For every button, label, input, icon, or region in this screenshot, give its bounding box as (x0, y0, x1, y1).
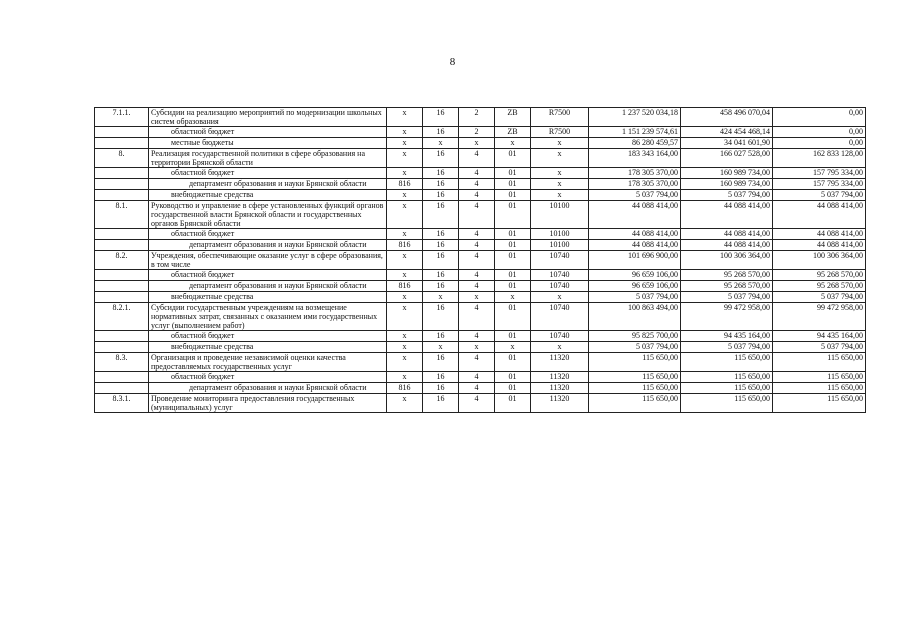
amount-year-3: 100 306 364,00 (773, 251, 866, 270)
code-measure: ZB (495, 127, 531, 138)
code-ministry: х (387, 342, 423, 353)
code-direction: 10740 (531, 303, 589, 331)
code-ministry: х (387, 190, 423, 201)
code-direction: 11320 (531, 353, 589, 372)
amount-year-3: 5 037 794,00 (773, 190, 866, 201)
amount-year-2: 95 268 570,00 (681, 270, 773, 281)
code-ministry: 816 (387, 281, 423, 292)
table-row (95, 251, 866, 270)
amount-year-1: 100 863 494,00 (589, 303, 681, 331)
code-measure: 01 (495, 229, 531, 240)
code-subprogram: 4 (459, 179, 495, 190)
amount-year-2: 44 088 414,00 (681, 240, 773, 251)
code-measure: 01 (495, 179, 531, 190)
row-description: областной бюджет (149, 229, 387, 240)
code-program: 16 (423, 179, 459, 190)
code-subprogram: 4 (459, 383, 495, 394)
amount-year-2: 115 650,00 (681, 372, 773, 383)
row-description: департамент образования и науки Брянской области (149, 383, 387, 394)
code-measure: х (495, 292, 531, 303)
code-subprogram: 4 (459, 303, 495, 331)
code-program: 16 (423, 331, 459, 342)
amount-year-2: 424 454 468,14 (681, 127, 773, 138)
table-row (95, 292, 866, 303)
row-number (95, 127, 149, 138)
code-direction: R7500 (531, 108, 589, 127)
amount-year-3: 162 833 128,00 (773, 149, 866, 168)
amount-year-3: 44 088 414,00 (773, 229, 866, 240)
row-description: департамент образования и науки Брянской области (149, 281, 387, 292)
amount-year-1: 183 343 164,00 (589, 149, 681, 168)
table-row (95, 342, 866, 353)
row-number: 8.2.1. (95, 303, 149, 331)
table-row (95, 179, 866, 190)
row-number: 8.3. (95, 353, 149, 372)
row-description: Субсидии на реализацию мероприятий по модернизации школьных систем образования (149, 108, 387, 127)
code-subprogram: х (459, 342, 495, 353)
row-description: областной бюджет (149, 331, 387, 342)
code-measure: 01 (495, 168, 531, 179)
amount-year-1: 115 650,00 (589, 394, 681, 413)
code-ministry: х (387, 331, 423, 342)
amount-year-2: 160 989 734,00 (681, 168, 773, 179)
code-program: х (423, 292, 459, 303)
code-subprogram: 2 (459, 127, 495, 138)
row-number (95, 292, 149, 303)
code-direction: 11320 (531, 394, 589, 413)
amount-year-2: 115 650,00 (681, 383, 773, 394)
amount-year-3: 115 650,00 (773, 394, 866, 413)
row-description: Руководство и управление в сфере установленных функций органов государственной власти Брянской области и государственных органов Брянской области (149, 201, 387, 229)
code-measure: 01 (495, 201, 531, 229)
code-subprogram: 4 (459, 201, 495, 229)
row-number: 8. (95, 149, 149, 168)
code-ministry: х (387, 138, 423, 149)
amount-year-2: 115 650,00 (681, 353, 773, 372)
row-number: 8.3.1. (95, 394, 149, 413)
table-row (95, 108, 866, 127)
code-subprogram: 4 (459, 372, 495, 383)
code-direction: х (531, 168, 589, 179)
amount-year-1: 115 650,00 (589, 383, 681, 394)
amount-year-3: 95 268 570,00 (773, 281, 866, 292)
row-number (95, 372, 149, 383)
amount-year-3: 0,00 (773, 127, 866, 138)
amount-year-3: 94 435 164,00 (773, 331, 866, 342)
amount-year-3: 5 037 794,00 (773, 292, 866, 303)
code-measure: 01 (495, 240, 531, 251)
table-row (95, 372, 866, 383)
row-description: департамент образования и науки Брянской области (149, 240, 387, 251)
code-subprogram: 2 (459, 108, 495, 127)
table-row (95, 240, 866, 251)
code-ministry: х (387, 251, 423, 270)
row-description: департамент образования и науки Брянской области (149, 179, 387, 190)
amount-year-3: 0,00 (773, 108, 866, 127)
amount-year-3: 157 795 334,00 (773, 179, 866, 190)
code-program: 16 (423, 108, 459, 127)
amount-year-1: 115 650,00 (589, 372, 681, 383)
code-direction: 10100 (531, 240, 589, 251)
code-measure: 01 (495, 383, 531, 394)
code-subprogram: 4 (459, 240, 495, 251)
row-description: областной бюджет (149, 372, 387, 383)
amount-year-3: 115 650,00 (773, 383, 866, 394)
code-subprogram: х (459, 138, 495, 149)
code-program: 16 (423, 303, 459, 331)
code-direction: х (531, 292, 589, 303)
amount-year-3: 44 088 414,00 (773, 240, 866, 251)
code-subprogram: 4 (459, 281, 495, 292)
amount-year-1: 178 305 370,00 (589, 179, 681, 190)
row-description: областной бюджет (149, 168, 387, 179)
row-description: внебюджетные средства (149, 292, 387, 303)
row-number (95, 190, 149, 201)
table-row (95, 281, 866, 292)
row-number: 8.1. (95, 201, 149, 229)
code-subprogram: 4 (459, 251, 495, 270)
code-measure: х (495, 138, 531, 149)
code-direction: 10740 (531, 270, 589, 281)
amount-year-1: 86 280 459,57 (589, 138, 681, 149)
code-program: х (423, 342, 459, 353)
code-measure: 01 (495, 394, 531, 413)
code-direction: 10100 (531, 229, 589, 240)
amount-year-2: 44 088 414,00 (681, 201, 773, 229)
amount-year-2: 94 435 164,00 (681, 331, 773, 342)
row-number (95, 281, 149, 292)
amount-year-1: 96 659 106,00 (589, 281, 681, 292)
code-subprogram: 4 (459, 168, 495, 179)
code-ministry: х (387, 229, 423, 240)
amount-year-3: 95 268 570,00 (773, 270, 866, 281)
table-row (95, 394, 866, 413)
code-program: 16 (423, 168, 459, 179)
code-measure: 01 (495, 372, 531, 383)
code-ministry: х (387, 372, 423, 383)
amount-year-1: 44 088 414,00 (589, 229, 681, 240)
amount-year-1: 95 825 700,00 (589, 331, 681, 342)
code-direction: 10740 (531, 281, 589, 292)
amount-year-2: 5 037 794,00 (681, 190, 773, 201)
code-ministry: х (387, 149, 423, 168)
amount-year-2: 160 989 734,00 (681, 179, 773, 190)
row-description: местные бюджеты (149, 138, 387, 149)
row-number (95, 270, 149, 281)
code-subprogram: х (459, 292, 495, 303)
row-number (95, 179, 149, 190)
code-ministry: 816 (387, 240, 423, 251)
code-ministry: х (387, 108, 423, 127)
amount-year-1: 5 037 794,00 (589, 292, 681, 303)
row-number (95, 240, 149, 251)
code-program: 16 (423, 353, 459, 372)
code-program: 16 (423, 383, 459, 394)
code-ministry: х (387, 303, 423, 331)
code-direction: х (531, 149, 589, 168)
amount-year-2: 100 306 364,00 (681, 251, 773, 270)
amount-year-3: 44 088 414,00 (773, 201, 866, 229)
row-description: Учреждения, обеспечивающие оказание услуг в сфере образования, в том числе (149, 251, 387, 270)
table-row (95, 127, 866, 138)
code-program: 16 (423, 229, 459, 240)
code-program: 16 (423, 394, 459, 413)
code-direction: х (531, 342, 589, 353)
table-row (95, 353, 866, 372)
amount-year-1: 44 088 414,00 (589, 240, 681, 251)
code-direction: R7500 (531, 127, 589, 138)
code-program: 16 (423, 149, 459, 168)
code-subprogram: 4 (459, 270, 495, 281)
code-direction: 10100 (531, 201, 589, 229)
row-description: Реализация государственной политики в сфере образования на территории Брянской области (149, 149, 387, 168)
code-measure: 01 (495, 149, 531, 168)
page-number: 8 (449, 56, 456, 68)
row-description: областной бюджет (149, 270, 387, 281)
amount-year-3: 0,00 (773, 138, 866, 149)
code-ministry: х (387, 353, 423, 372)
amount-year-2: 166 027 528,00 (681, 149, 773, 168)
code-direction: х (531, 179, 589, 190)
row-description: Организация и проведение независимой оценки качества предоставляемых государственных услуг (149, 353, 387, 372)
amount-year-2: 99 472 958,00 (681, 303, 773, 331)
row-description: внебюджетные средства (149, 342, 387, 353)
row-number (95, 138, 149, 149)
code-direction: х (531, 138, 589, 149)
code-subprogram: 4 (459, 394, 495, 413)
row-description: Субсидии государственным учреждениям на возмещение нормативных затрат, связанных с оказанием ими государственных услуг (выполнением работ) (149, 303, 387, 331)
code-program: х (423, 138, 459, 149)
amount-year-3: 5 037 794,00 (773, 342, 866, 353)
budget-table (94, 107, 866, 413)
row-number: 8.2. (95, 251, 149, 270)
code-direction: 10740 (531, 251, 589, 270)
amount-year-2: 5 037 794,00 (681, 292, 773, 303)
row-description: Проведение мониторинга предоставления государственных (муниципальных) услуг (149, 394, 387, 413)
code-subprogram: 4 (459, 190, 495, 201)
table-row (95, 138, 866, 149)
code-program: 16 (423, 190, 459, 201)
code-ministry: х (387, 168, 423, 179)
row-number (95, 383, 149, 394)
amount-year-1: 44 088 414,00 (589, 201, 681, 229)
amount-year-1: 5 037 794,00 (589, 342, 681, 353)
code-ministry: х (387, 270, 423, 281)
code-direction: х (531, 190, 589, 201)
row-number (95, 168, 149, 179)
code-measure: 01 (495, 281, 531, 292)
code-direction: 11320 (531, 372, 589, 383)
code-measure: 01 (495, 331, 531, 342)
code-direction: 10740 (531, 331, 589, 342)
row-description: внебюджетные средства (149, 190, 387, 201)
amount-year-1: 1 237 520 034,18 (589, 108, 681, 127)
amount-year-3: 115 650,00 (773, 353, 866, 372)
row-number (95, 342, 149, 353)
code-subprogram: 4 (459, 229, 495, 240)
code-program: 16 (423, 270, 459, 281)
code-ministry: х (387, 201, 423, 229)
table-row (95, 149, 866, 168)
code-measure: 01 (495, 303, 531, 331)
row-description: областной бюджет (149, 127, 387, 138)
amount-year-2: 34 041 601,90 (681, 138, 773, 149)
code-ministry: х (387, 127, 423, 138)
amount-year-2: 95 268 570,00 (681, 281, 773, 292)
amount-year-3: 157 795 334,00 (773, 168, 866, 179)
row-number (95, 331, 149, 342)
table-row (95, 190, 866, 201)
code-program: 16 (423, 127, 459, 138)
amount-year-1: 96 659 106,00 (589, 270, 681, 281)
table-row (95, 270, 866, 281)
code-measure: 01 (495, 190, 531, 201)
row-number (95, 229, 149, 240)
code-ministry: х (387, 292, 423, 303)
code-measure: 01 (495, 251, 531, 270)
code-program: 16 (423, 201, 459, 229)
table-row (95, 303, 866, 331)
code-subprogram: 4 (459, 353, 495, 372)
code-program: 16 (423, 251, 459, 270)
code-ministry: х (387, 394, 423, 413)
code-measure: 01 (495, 353, 531, 372)
amount-year-1: 101 696 900,00 (589, 251, 681, 270)
amount-year-1: 178 305 370,00 (589, 168, 681, 179)
amount-year-2: 5 037 794,00 (681, 342, 773, 353)
code-measure: х (495, 342, 531, 353)
amount-year-2: 115 650,00 (681, 394, 773, 413)
code-program: 16 (423, 240, 459, 251)
table-row (95, 168, 866, 179)
code-subprogram: 4 (459, 149, 495, 168)
amount-year-2: 44 088 414,00 (681, 229, 773, 240)
code-direction: 11320 (531, 383, 589, 394)
code-subprogram: 4 (459, 331, 495, 342)
table-row (95, 201, 866, 229)
table-row (95, 383, 866, 394)
table-row (95, 229, 866, 240)
amount-year-1: 115 650,00 (589, 353, 681, 372)
table-row (95, 331, 866, 342)
code-ministry: 816 (387, 179, 423, 190)
code-program: 16 (423, 372, 459, 383)
amount-year-3: 99 472 958,00 (773, 303, 866, 331)
amount-year-1: 5 037 794,00 (589, 190, 681, 201)
code-ministry: 816 (387, 383, 423, 394)
code-program: 16 (423, 281, 459, 292)
code-measure: 01 (495, 270, 531, 281)
amount-year-3: 115 650,00 (773, 372, 866, 383)
amount-year-2: 458 496 070,04 (681, 108, 773, 127)
amount-year-1: 1 151 239 574,61 (589, 127, 681, 138)
code-measure: ZB (495, 108, 531, 127)
table-body (95, 108, 866, 413)
row-number: 7.1.1. (95, 108, 149, 127)
